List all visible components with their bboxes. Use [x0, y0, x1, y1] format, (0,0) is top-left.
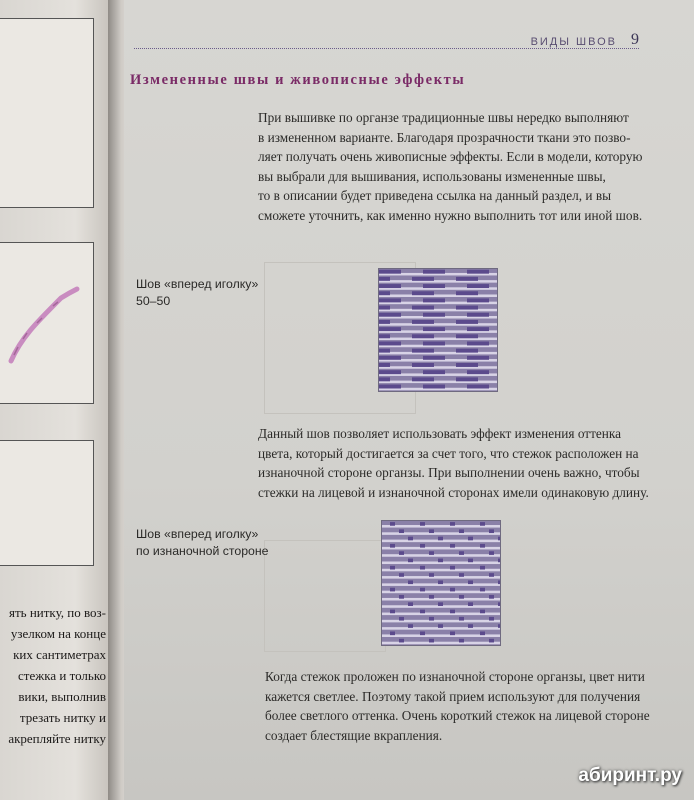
left-page-line: ких сантиметрах: [13, 647, 106, 662]
fabric-thread: [379, 280, 497, 283]
stitch-mark: [378, 363, 390, 367]
stitch-mark: [489, 573, 494, 577]
stitch-mark: [450, 588, 455, 592]
intro-line: в измененном варианте. Благодаря прозрачности ткани это позво-: [258, 129, 631, 145]
stitch-mark: [429, 595, 434, 599]
intro-line: ляет получать очень живописные эффекты. Если в модели, которую: [258, 149, 643, 164]
stitch-mark: [423, 270, 445, 274]
left-page-line: вики, выполнив: [18, 689, 106, 704]
stitch-mark: [379, 356, 401, 360]
stitch-mark: [468, 537, 473, 541]
stitch-mark: [438, 580, 443, 584]
stitch-mark: [379, 284, 401, 288]
stitch-mark: [489, 639, 494, 643]
stitch-mark: [423, 298, 445, 302]
left-illustration-frame-top: [0, 18, 94, 208]
stitch-mark: [459, 639, 464, 643]
stitch-mark: [459, 573, 464, 577]
show-through-artifact: [264, 540, 386, 652]
stitch-mark: [467, 341, 489, 345]
stitch-mark: [423, 385, 445, 389]
stitch-mark: [390, 544, 395, 548]
stitch-mark: [399, 639, 404, 643]
stitch-mark: [379, 313, 401, 317]
stitch-mark: [378, 334, 390, 338]
stitch2-desc-line: Когда стежок проложен по изнаночной стороне органзы, цвет нити: [265, 669, 645, 684]
stitch1-desc-line: стежки на лицевой и изнаночной сторонах имели одинаковую длину.: [258, 484, 649, 500]
stitch-mark: [498, 559, 501, 563]
left-page-text: [0, 602, 106, 749]
stitch-mark: [456, 306, 478, 310]
stitch-mark: [450, 522, 455, 526]
stitch-mark: [498, 580, 501, 584]
stitch-mark: [498, 537, 501, 541]
stitch-mark: [467, 385, 489, 389]
left-page-line: акрепляйте нитку: [8, 731, 106, 746]
left-page-line: трезать нитку и: [19, 710, 106, 725]
stitch-mark: [438, 624, 443, 628]
stitch-mark: [379, 341, 401, 345]
left-illustration-frame-middle: [0, 242, 94, 404]
stitch-mark: [412, 277, 434, 281]
fabric-thread: [379, 323, 497, 326]
stitch-mark: [480, 544, 485, 548]
stitch-mark: [480, 566, 485, 570]
stitch-mark: [450, 632, 455, 636]
stitch-mark: [480, 632, 485, 636]
stitch-mark: [378, 320, 390, 324]
fabric-thread: [379, 338, 497, 341]
stitch-mark: [438, 602, 443, 606]
stitch2-label-line: Шов «вперед иголку»: [136, 527, 259, 541]
stitch-mark: [412, 334, 434, 338]
stitch-mark: [489, 529, 494, 533]
stitch-mark: [438, 559, 443, 563]
stitch-mark: [390, 588, 395, 592]
fabric-thread: [379, 309, 497, 312]
stitch-mark: [423, 341, 445, 345]
stitch-mark: [450, 566, 455, 570]
stitch-mark: [489, 595, 494, 599]
stitch1-swatch: [378, 268, 498, 392]
stitch-mark: [480, 610, 485, 614]
stitch-mark: [379, 370, 401, 374]
stitch-mark: [408, 559, 413, 563]
left-page: [0, 0, 108, 800]
stitch-mark: [420, 544, 425, 548]
stitch-mark: [408, 537, 413, 541]
stitch2-desc-line: более светлого оттенка. Очень короткий стежок на лицевой стороне: [265, 708, 650, 723]
stitch1-desc-line: изнаночной стороне органзы. При выполнении очень важно, чтобы: [258, 465, 640, 480]
stitch-mark: [420, 566, 425, 570]
stitch-mark: [468, 580, 473, 584]
stitch-mark: [480, 522, 485, 526]
stitch-mark: [423, 356, 445, 360]
stitch-mark: [468, 602, 473, 606]
stitch-mark: [390, 632, 395, 636]
thread-stitch-illustration: [0, 243, 93, 403]
stitch-mark: [379, 270, 401, 274]
left-page-line: стежка и только: [18, 668, 106, 683]
stitch2-label-line: по изнаночной стороне: [136, 544, 269, 558]
stitch2-desc-line: создает блестящие вкрапления.: [265, 727, 443, 743]
stitch-mark: [467, 327, 489, 331]
fabric-thread: [379, 352, 497, 355]
stitch-mark: [379, 298, 401, 302]
right-page: [124, 0, 694, 800]
stitch-mark: [412, 291, 434, 295]
intro-paragraph: [258, 108, 642, 225]
stitch-mark: [412, 363, 434, 367]
stitch-mark: [412, 320, 434, 324]
stitch-mark: [420, 522, 425, 526]
fabric-thread: [379, 294, 497, 297]
stitch-mark: [420, 610, 425, 614]
stitch-mark: [423, 370, 445, 374]
stitch1-label: [136, 276, 258, 310]
stitch-mark: [459, 595, 464, 599]
stitch2-desc-line: кажется светлее. Поэтому такой прием используют для получения: [265, 688, 641, 704]
stitch-mark: [429, 551, 434, 555]
stitch1-description: [258, 424, 649, 502]
stitch-mark: [456, 277, 478, 281]
intro-line: При вышивке по органзе традиционные швы нередко выполняют: [258, 110, 629, 125]
stitch-mark: [420, 588, 425, 592]
intro-line: сможете уточнить, как именно нужно выполнить тот или иной шов.: [258, 207, 643, 223]
stitch2-label: [136, 526, 269, 560]
stitch-mark: [378, 349, 390, 353]
stitch-mark: [412, 349, 434, 353]
stitch-mark: [456, 377, 478, 381]
running-head: [134, 30, 639, 49]
stitch-mark: [429, 529, 434, 533]
stitch-mark: [456, 334, 478, 338]
stitch-mark: [498, 602, 501, 606]
stitch-mark: [423, 327, 445, 331]
stitch-mark: [378, 306, 390, 310]
stitch-mark: [429, 573, 434, 577]
stitch-mark: [456, 363, 478, 367]
stitch-mark: [459, 529, 464, 533]
stitch-mark: [378, 277, 390, 281]
fabric-thread: [379, 366, 497, 369]
stitch-mark: [423, 313, 445, 317]
stitch1-desc-line: цвета, который достигается за счет того, что стежок расположен на: [258, 445, 639, 461]
stitch2-description: [265, 667, 650, 745]
stitch-mark: [399, 529, 404, 533]
stitch-mark: [399, 551, 404, 555]
watermark-logo: абиринт.ру: [578, 765, 682, 786]
left-illustration-frame-bottom: [0, 440, 94, 566]
stitch-mark: [412, 306, 434, 310]
stitch-mark: [379, 327, 401, 331]
stitch-mark: [468, 559, 473, 563]
stitch-mark: [378, 291, 390, 295]
stitch-mark: [468, 624, 473, 628]
stitch-mark: [378, 377, 390, 381]
stitch-mark: [459, 551, 464, 555]
stitch-mark: [467, 298, 489, 302]
stitch-mark: [456, 291, 478, 295]
stitch-mark: [420, 632, 425, 636]
fabric-thread: [379, 381, 497, 384]
stitch-mark: [399, 573, 404, 577]
stitch-mark: [390, 610, 395, 614]
stitch-mark: [450, 610, 455, 614]
stitch1-label-line: 50–50: [136, 294, 171, 308]
stitch1-desc-line: Данный шов позволяет использовать эффект изменения оттенка: [258, 426, 622, 441]
stitch-mark: [467, 370, 489, 374]
left-page-line: ять нитку, по воз-: [9, 605, 106, 620]
stitch-mark: [412, 377, 434, 381]
stitch-mark: [423, 284, 445, 288]
stitch-mark: [390, 522, 395, 526]
stitch-mark: [379, 385, 401, 389]
stitch-mark: [467, 356, 489, 360]
stitch-mark: [456, 320, 478, 324]
stitch-mark: [408, 580, 413, 584]
left-page-line: узелком на конце: [10, 626, 106, 641]
running-head-title: ВИДЫ ШВОВ: [530, 36, 617, 48]
stitch-mark: [429, 617, 434, 621]
stitch-mark: [429, 639, 434, 643]
stitch1-label-line: Шов «вперед иголку»: [136, 277, 259, 291]
stitch-mark: [459, 617, 464, 621]
stitch-mark: [399, 595, 404, 599]
section-title: Измененные швы и живописные эффекты: [130, 72, 466, 88]
stitch-mark: [456, 349, 478, 353]
stitch-mark: [489, 617, 494, 621]
stitch-mark: [399, 617, 404, 621]
stitch-mark: [390, 566, 395, 570]
stitch-mark: [467, 313, 489, 317]
stitch-mark: [450, 544, 455, 548]
stitch-mark: [438, 537, 443, 541]
stitch-mark: [408, 602, 413, 606]
stitch-mark: [408, 624, 413, 628]
intro-line: то в описании будет приведена ссылка на данный раздел, и вы: [258, 188, 612, 203]
stitch-mark: [498, 624, 501, 628]
page-number: 9: [631, 31, 639, 48]
stitch-mark: [467, 270, 489, 274]
stitch-mark: [489, 551, 494, 555]
stitch-mark: [467, 284, 489, 288]
intro-line: вы выбрали для вышивания, использованы измененные швы,: [258, 168, 606, 184]
stitch2-swatch: [381, 520, 501, 646]
stitch-mark: [480, 588, 485, 592]
